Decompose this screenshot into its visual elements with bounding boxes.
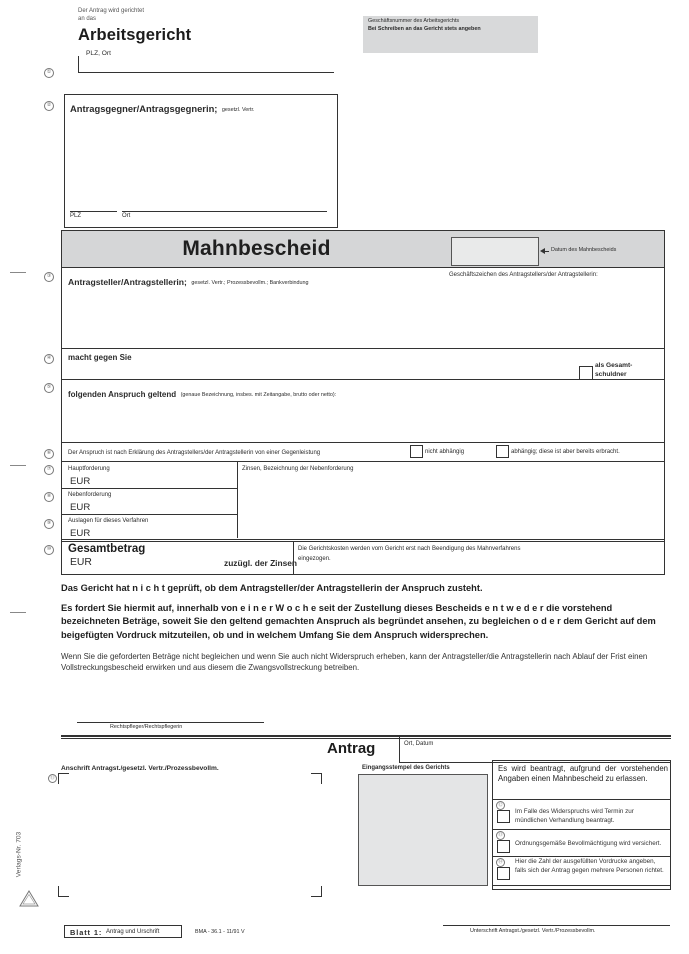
address-corner-bottom-left (58, 886, 69, 897)
total-currency[interactable]: EUR (70, 557, 92, 568)
opponent-title (70, 99, 255, 117)
sheet-description: Antrag und Urschrift (106, 929, 160, 935)
sheet-number: Blatt 1: (70, 928, 103, 937)
step-number-7: ⑦ (44, 465, 54, 475)
claim-against-label: macht gegen Sie (68, 353, 132, 362)
step-number-10: ⑩ (44, 545, 54, 555)
option-number-12: ⑫ (496, 801, 505, 810)
intro-line-2: an das (78, 15, 97, 22)
rule-amounts-2 (62, 514, 237, 515)
paragraph-enforcement: Wenn Sie die geforderten Beträge nicht begleichen und wenn Sie auch nicht Widerspruch erheben, kann der Antragsteller/die Antragstellerin nach Ablauf der Frist einen Vollstreckungsbescheid erwirken und aus diesem die Zwangsvollstreckung betreiben. (61, 652, 648, 673)
claim-description-main: folgenden Anspruch geltend (68, 390, 177, 399)
fold-tick-3 (10, 612, 26, 613)
address-corner-bottom-right (311, 886, 322, 897)
applicant-label-main: Antragsteller/Antragstellerin; (68, 277, 187, 287)
case-number-label: Geschäftsnummer des Arbeitsgerichts (368, 18, 460, 24)
fold-tick-2 (10, 465, 26, 466)
main-claim-currency[interactable]: EUR (70, 476, 91, 487)
step-number-8: ⑧ (44, 492, 54, 502)
form-count-checkbox[interactable] (497, 867, 510, 880)
antrag-title: Antrag (327, 740, 376, 757)
rule-above-total-2 (62, 541, 664, 542)
options-rule-4 (493, 885, 670, 886)
rule-below-consideration (62, 461, 664, 462)
court-input-line[interactable] (78, 72, 334, 73)
authorization-checkbox[interactable] (497, 840, 510, 853)
opponent-plz-line[interactable] (70, 211, 117, 212)
option-number-14: ⑭ (496, 858, 505, 867)
title-band (62, 231, 664, 267)
applicant-label-sub: gesetzl. Vertr.; Prozessbevollm.; Bankverbindung (191, 280, 309, 286)
consideration-text: Der Anspruch ist nach Erklärung des Antragstellers/der Antragstellerin von einer Gegenleistung (68, 450, 321, 456)
form-main-title: Mahnbescheid (182, 237, 331, 260)
case-number-box[interactable] (363, 16, 538, 53)
mahnbescheid-date-label: Datum des Mahnbescheids (551, 247, 617, 253)
main-claim-table (61, 230, 665, 575)
opponent-ort-line[interactable] (122, 211, 327, 212)
signature-line[interactable] (443, 925, 670, 926)
applicant-address-label: Anschrift Antragst./gesetzl. Vertr./Prozessbevollm. (61, 765, 219, 772)
address-corner-top-left (58, 773, 69, 784)
step-number-1: ① (44, 68, 54, 78)
total-label: Gesamtbetrag (68, 543, 146, 555)
claim-description-sub: (genaue Bezeichnung, insbes. mit Zeitangabe, brutto oder netto): (180, 392, 337, 398)
form-intro-text (78, 8, 278, 23)
opponent-plz-label: PLZ (70, 213, 82, 219)
step-number-9: ⑨ (44, 519, 54, 529)
paragraph-demand: Es fordert Sie hiermit auf, innerhalb von e i n e r W o c h e seit der Zustellung dieses Bescheids e n t w e d e r die vorstehend bezeichneten Beträge, soweit Sie den geltend gemachten Anspruch als begründet ansehen, zu begleichen o d e r dem Gericht auf dem beigefügten Vordruck mitzuteilen, ob und in welchem Umfang Sie dem Anspruch widersprechen. (61, 603, 656, 640)
arrow-tail (544, 251, 549, 252)
publisher-logo-icon (19, 890, 39, 907)
court-name: Arbeitsgericht (78, 26, 192, 44)
paragraph-not-examined: Das Gericht hat n i c h t geprüft, ob dem Antragsteller/der Antragstellerin der Anspruch zusteht. (61, 583, 483, 593)
plus-interest-label: zuzügl. der Zinsen (224, 558, 298, 568)
claim-description-label (68, 384, 336, 402)
rule-amounts-1 (62, 488, 237, 489)
dependent-checkbox[interactable] (496, 445, 509, 458)
rechtspfleger-label: Rechtspfleger/Rechtspflegerin (110, 724, 183, 730)
signature-label: Unterschrift Antragst./gesetzl. Vertr./Prozessbevollm. (470, 928, 596, 934)
expenses-label: Auslagen für dieses Verfahren (68, 518, 149, 524)
court-stamp-box[interactable] (358, 774, 488, 886)
step-number-5: ⑤ (44, 383, 54, 393)
form-count-text: Hier die Zahl der ausgefüllten Vordrucke angeben, falls sich der Antrag gegen mehrere Personen richtet. (515, 858, 664, 874)
step-number-6: ⑥ (44, 449, 54, 459)
joint-debtor-label-line1: als Gesamt- (595, 362, 633, 369)
rule-below-applicant (62, 348, 664, 349)
joint-debtor-label-line2: schuldner (595, 371, 627, 378)
rule-below-claim-against (62, 379, 664, 380)
not-dependent-checkbox[interactable] (410, 445, 423, 458)
step-number-3: ③ (44, 272, 54, 282)
options-rule-2 (493, 829, 670, 830)
secondary-claim-label: Nebenforderung (68, 492, 112, 498)
form-code: BMA - 36.1 - 11/91 V (195, 929, 245, 935)
rule-above-total (62, 539, 664, 540)
fold-tick-1 (10, 272, 26, 273)
not-dependent-label: nicht abhängig (425, 449, 465, 455)
step-number-2: ② (44, 101, 54, 111)
publisher-vertical-text: Verlags-Nr. 703 (15, 831, 23, 878)
intro-line-1: Der Antrag wird gerichtet (78, 8, 145, 14)
authorization-text: Ordnungsgemäße Bevollmächtigung wird versichert. (515, 840, 662, 847)
amounts-column-divider (237, 461, 238, 538)
options-rule-3 (493, 856, 670, 857)
opponent-title-main: Antragsgegner/Antragsgegnerin; (70, 103, 218, 114)
court-stamp-label: Eingangsstempel des Gerichts (362, 765, 450, 771)
rule-below-claim-description (62, 442, 664, 443)
opponent-ort-label: Ort (122, 213, 131, 219)
step-number-4: ④ (44, 354, 54, 364)
dependent-label: abhängig; diese ist aber bereits erbracht. (511, 449, 620, 455)
applicant-reference-label: Geschäftszeichen des Antragstellers/der Antragstellerin: (449, 272, 598, 278)
request-intro-text: Es wird beantragt, aufgrund der vorstehenden Angaben einen Mahnbescheid zu erlassen. (498, 764, 668, 783)
options-rule-1 (493, 799, 670, 800)
request-options-panel (492, 760, 671, 890)
step-number-11: ⑪ (48, 774, 57, 783)
secondary-claim-currency[interactable]: EUR (70, 502, 91, 513)
court-costs-line1: Die Gerichtskosten werden vom Gericht erst nach Beendigung des Mahnverfahrens (298, 546, 521, 552)
joint-debtor-checkbox[interactable] (579, 366, 593, 380)
interest-label: Zinsen, Bezeichnung der Nebenforderung (242, 466, 354, 472)
hearing-request-checkbox[interactable] (497, 810, 510, 823)
court-costs-line2: eingezogen. (298, 556, 331, 562)
main-claim-label: Hauptforderung (68, 466, 110, 472)
address-corner-top-right (311, 773, 322, 784)
opponent-title-sub: gesetzl. Vertr. (221, 107, 255, 113)
court-plz-ort-label: PLZ, Ort (86, 50, 111, 57)
court-field-left-rule (78, 56, 79, 73)
total-column-divider (293, 541, 294, 574)
expenses-currency[interactable]: EUR (70, 528, 91, 539)
mahnbescheid-date-input[interactable] (451, 237, 539, 266)
case-number-note: Bei Schreiben an das Gericht stets angeben (368, 26, 481, 32)
rechtspfleger-line[interactable] (77, 722, 264, 723)
applicant-label (68, 272, 309, 290)
rule-below-title (62, 267, 664, 268)
option-number-13: ⑬ (496, 831, 505, 840)
ort-datum-label: Ort, Datum (404, 741, 434, 747)
hearing-request-text: Im Falle des Widerspruchs wird Termin zur mündlichen Verhandlung beantragt. (515, 808, 634, 824)
